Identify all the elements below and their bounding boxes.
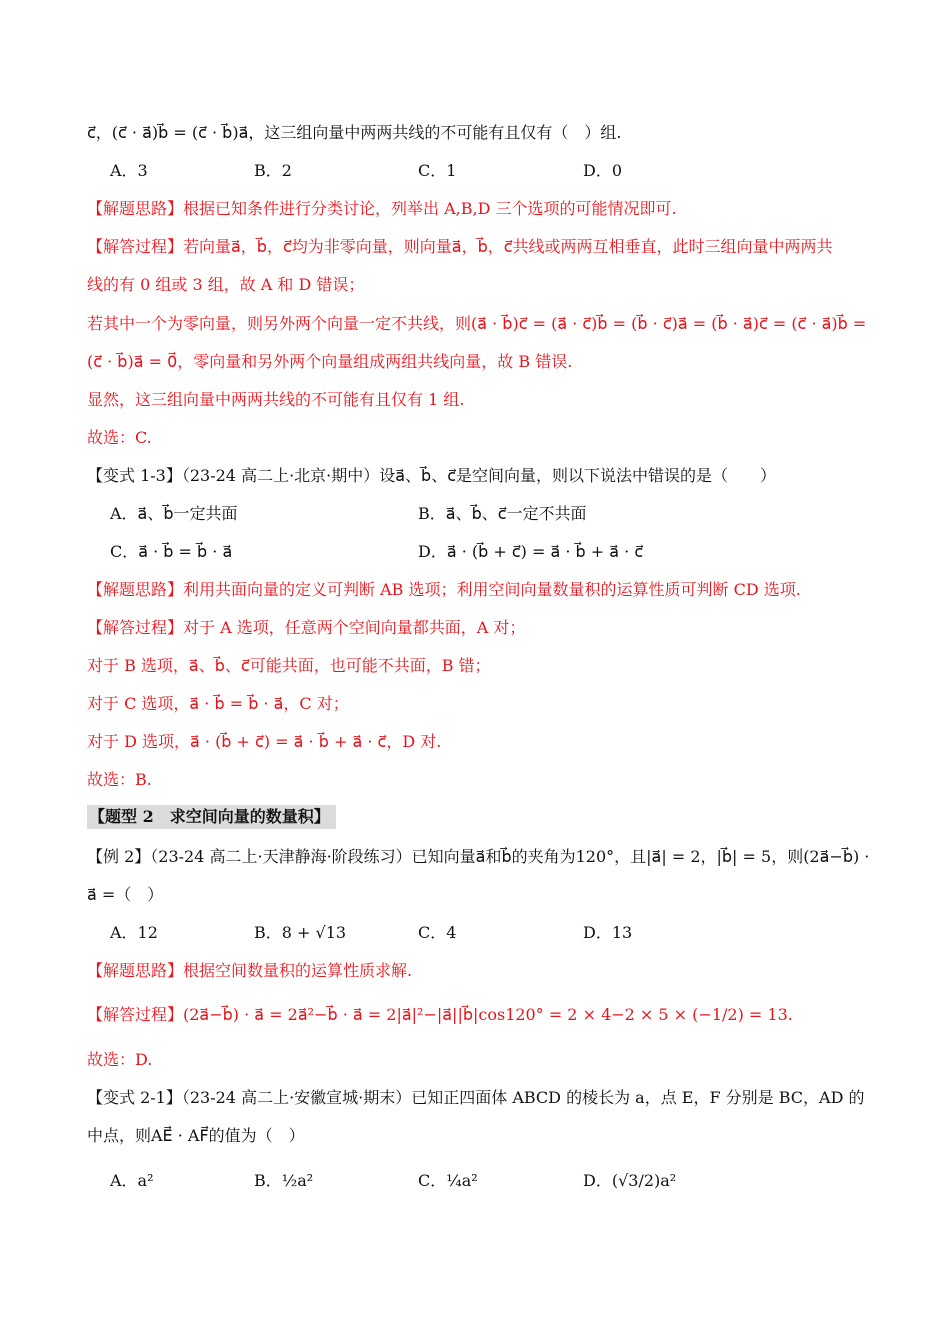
solution-process-line: 对于 B 选项，a⃗、b⃗、c⃗可能共面，也可能不共面，B 错； xyxy=(87,656,491,675)
solution-process-line: (c⃗ · b⃗)a⃗ = 0⃗，零向量和另外两个向量组成两组共线向量，故 B 错误. xyxy=(87,352,573,371)
option-b: B．½a² xyxy=(254,1171,314,1190)
option-b: B．a⃗、b⃗、c⃗一定不共面 xyxy=(418,504,587,523)
solution-process-line: 对于 D 选项，a⃗ · (b⃗ + c⃗) = a⃗ · b⃗ + a⃗ · c⃗，D 对. xyxy=(87,732,442,751)
option-a: A．12 xyxy=(110,923,158,942)
solution-idea: 【解题思路】根据已知条件进行分类讨论，列举出 A,B,D 三个选项的可能情况即可. xyxy=(87,199,677,218)
example-2-stem: 【例 2】（23-24 高二上·天津静海·阶段练习）已知向量a⃗和b⃗的夹角为120°，且|a⃗| = 2，|b⃗| = 5，则(2a⃗−b⃗) · xyxy=(87,847,870,866)
solution-idea: 【解题思路】根据空间数量积的运算性质求解. xyxy=(87,961,413,980)
section-heading: 【题型 2 求空间向量的数量积】 xyxy=(87,805,336,829)
variant-2-1-stem: 【变式 2-1】（23-24 高二上·安徽宣城·期末）已知正四面体 ABCD 的棱长为 a，点 E，F 分别是 BC，AD 的 xyxy=(87,1088,865,1107)
solution-process-line: 对于 C 选项，a⃗ · b⃗ = b⃗ · a⃗，C 对； xyxy=(87,694,349,713)
answer-line: 故选：C. xyxy=(87,428,152,447)
option-d: D．a⃗ · (b⃗ + c⃗) = a⃗ · b⃗ + a⃗ · c⃗ xyxy=(418,542,644,561)
option-c: C．¼a² xyxy=(418,1171,478,1190)
option-a: A．3 xyxy=(110,161,148,180)
option-c: C．4 xyxy=(418,923,457,942)
example-2-stem: a⃗ =（ ） xyxy=(87,885,164,904)
solution-process-line: 【解答过程】对于 A 选项，任意两个空间向量都共面，A 对； xyxy=(87,618,526,637)
solution-process-line: 显然，这三组向量中两两共线的不可能有且仅有 1 组. xyxy=(87,390,465,409)
option-c: C．a⃗ · b⃗ = b⃗ · a⃗ xyxy=(110,542,233,561)
option-a: A．a² xyxy=(110,1171,154,1190)
solution-idea: 【解题思路】利用共面向量的定义可判断 AB 选项；利用空间向量数量积的运算性质可判断 CD 选项. xyxy=(87,580,801,599)
solution-process-line: 【解答过程】(2a⃗−b⃗) · a⃗ = 2a⃗²−b⃗ · a⃗ = 2|a⃗|²−|a⃗||b⃗|cos120° = 2 × 4−2 × 5 × (−1/2) = 13. xyxy=(87,1005,793,1024)
option-a: A．a⃗、b⃗一定共面 xyxy=(110,504,238,523)
solution-process-line: 若其中一个为零向量，则另外两个向量一定不共线，则(a⃗ · b⃗)c⃗ = (a⃗ · c⃗)b⃗ = (b⃗ · c⃗)a⃗ = (b⃗ · a⃗)c⃗ = (c⃗ · a⃗)b⃗ = xyxy=(87,314,867,333)
option-d: D．(√3/2)a² xyxy=(583,1171,677,1190)
solution-process-line: 【解答过程】若向量a⃗，b⃗，c⃗均为非零向量，则向量a⃗，b⃗，c⃗共线或两两互相垂直，此时三组向量中两两共 xyxy=(87,237,833,256)
solution-process-line: 线的有 0 组或 3 组，故 A 和 D 错误； xyxy=(87,275,365,294)
option-b: B．8 + √13 xyxy=(254,923,347,942)
option-b: B．2 xyxy=(254,161,292,180)
option-c: C．1 xyxy=(418,161,457,180)
variant-2-1-stem: 中点，则AE⃗ · AF⃗的值为（ ） xyxy=(87,1126,305,1145)
variant-1-3-stem: 【变式 1-3】（23-24 高二上·北京·期中）设a⃗、b⃗、c⃗是空间向量，则以下说法中错误的是（ ） xyxy=(87,466,776,485)
answer-line: 故选：B. xyxy=(87,770,152,789)
option-d: D．13 xyxy=(583,923,633,942)
answer-line: 故选：D. xyxy=(87,1050,153,1069)
question-stem-tail: c⃗，(c⃗ · a⃗)b⃗ = (c⃗ · b⃗)a⃗，这三组向量中两两共线的不可能有且仅有（ ）组. xyxy=(87,123,622,142)
option-d: D．0 xyxy=(583,161,623,180)
